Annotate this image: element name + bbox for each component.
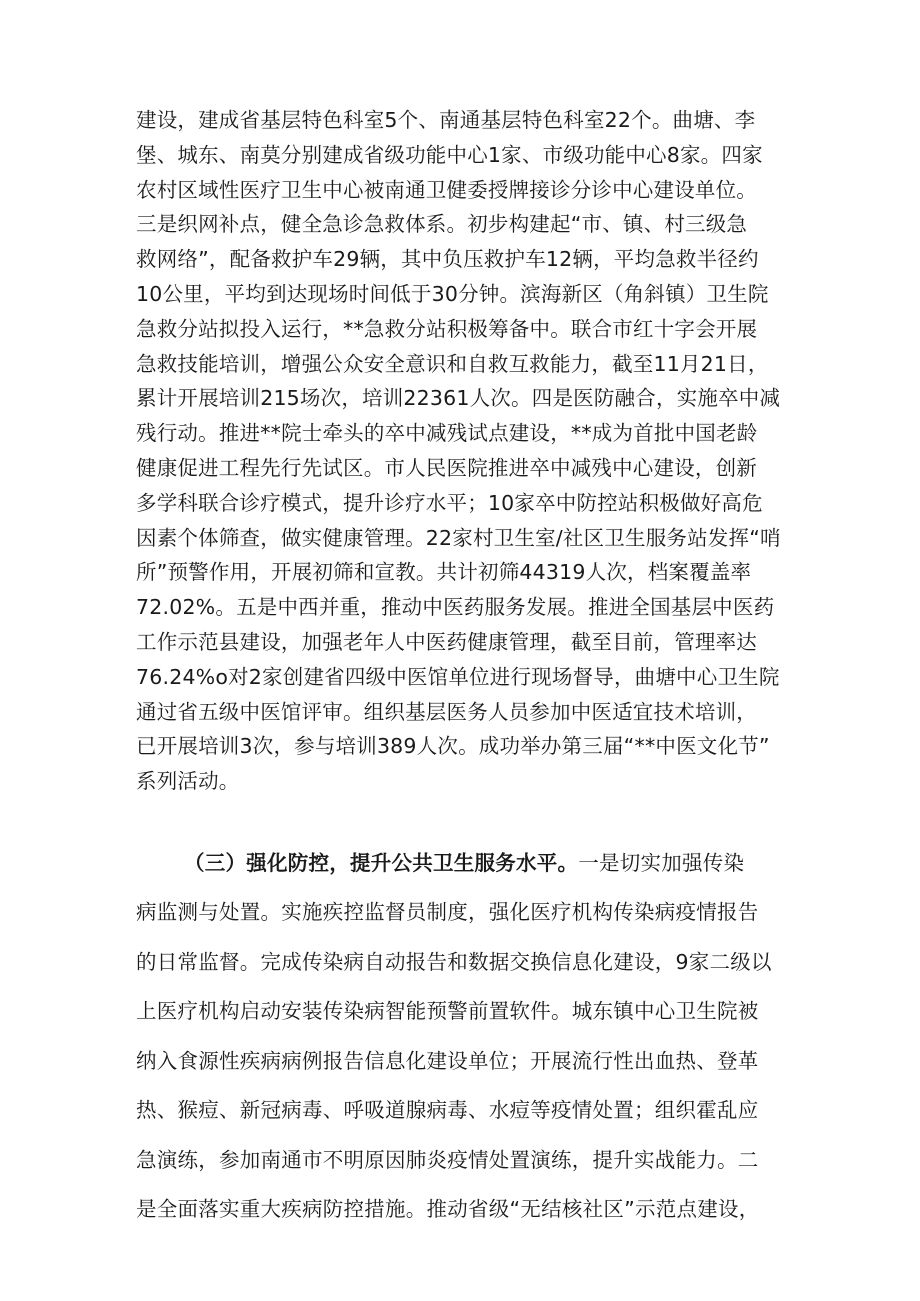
text-line: 热、猴痘、新冠病毒、呼吸道腺病毒、水痘等疫情处置；组织霍乱应 <box>136 1098 759 1123</box>
text-line: 残行动。推进**院士牵头的卒中减残试点建设，**成为首批中国老龄 <box>136 421 758 446</box>
text-line: 的日常监督。完成传染病自动报告和数据交换信息化建设，9家二级以 <box>136 949 772 974</box>
text-line: 健康促进工程先行先试区。市人民医院推进卒中减残中心建设，创新 <box>136 455 757 480</box>
text-line: 10公里，平均到达现场时间低于30分钟。滨海新区（角斜镇）卫生院 <box>136 281 769 306</box>
text-line: 建设，建成省基层特色科室5个、南通基层特色科室22个。曲塘、李 <box>136 108 756 132</box>
text-line: 病监测与处置。实施疾控监督员制度，强化医疗机构传染病疫情报告 <box>136 900 759 925</box>
text-line: 76.24%o对2家创建省四级中医馆单位进行现场督导，曲塘中心卫生院 <box>136 664 780 689</box>
text-line: 已开展培训3次，参与培训389人次。成功举办第三届“**中医文化节” <box>136 734 770 759</box>
text-line: 三是织网补点，健全急诊急救体系。初步构建起“市、镇、村三级急 <box>136 212 748 237</box>
text-line: 因素个体筛查，做实健康管理。22家村卫生室/社区卫生服务站发挥“哨 <box>136 525 781 550</box>
text-line: 所”预警作用，开展初筛和宣教。共计初筛44319人次，档案覆盖率 <box>136 560 752 585</box>
paragraph-1 <box>136 103 798 799</box>
text-line: 系列活动。 <box>136 769 240 794</box>
section-heading: （三）强化防控，提升公共卫生服务水平。 <box>184 850 579 875</box>
text-line: 救网络”，配备救护车29辆，其中负压救护车12辆，平均急救半径约 <box>136 247 759 272</box>
text-line: 上医疗机构启动安装传染病智能预警前置软件。城东镇中心卫生院被 <box>136 999 759 1024</box>
text-line: 急救分站拟投入运行，**急救分站积极筹备中。联合市红十字会开展 <box>136 316 758 341</box>
text-line: 通过省五级中医馆评审。组织基层医务人员参加中医适宜技术培训， <box>136 699 757 724</box>
text-line: 累计开展培训215场次，培训22361人次。四是医防融合，实施卒中减 <box>136 386 781 411</box>
text-line: 工作示范县建设，加强老年人中医药健康管理，截至目前，管理率达 <box>136 629 757 654</box>
text-line: 急救技能培训，增强公众安全意识和自救互救能力，截至11月21日， <box>136 351 769 376</box>
text-line: 72.02%。五是中西并重，推动中医药服务发展。推进全国基层中医药 <box>136 595 775 620</box>
text-line: 纳入食源性疾病病例报告信息化建设单位；开展流行性出血热、登革 <box>136 1048 759 1073</box>
text-line: 堡、城东、南莫分别建成省级功能中心1家、市级功能中心8家。四家 <box>136 142 763 167</box>
text-line: 农村区域性医疗卫生中心被南通卫健委授牌接诊分诊中心建设单位。 <box>136 177 757 202</box>
text-line: 急演练，参加南通市不明原因肺炎疫情处置演练，提升实战能力。二 <box>136 1147 759 1172</box>
text-line-first <box>136 839 798 889</box>
text-line: 是全面落实重大疾病防控措施。推动省级“无结核社区”示范点建设， <box>136 1197 760 1222</box>
text-run: 一是切实加强传染 <box>578 850 745 875</box>
text-line: 多学科联合诊疗模式，提升诊疗水平；10家卒中防控站积极做好高危 <box>136 490 763 515</box>
paragraph-2 <box>136 839 798 1235</box>
